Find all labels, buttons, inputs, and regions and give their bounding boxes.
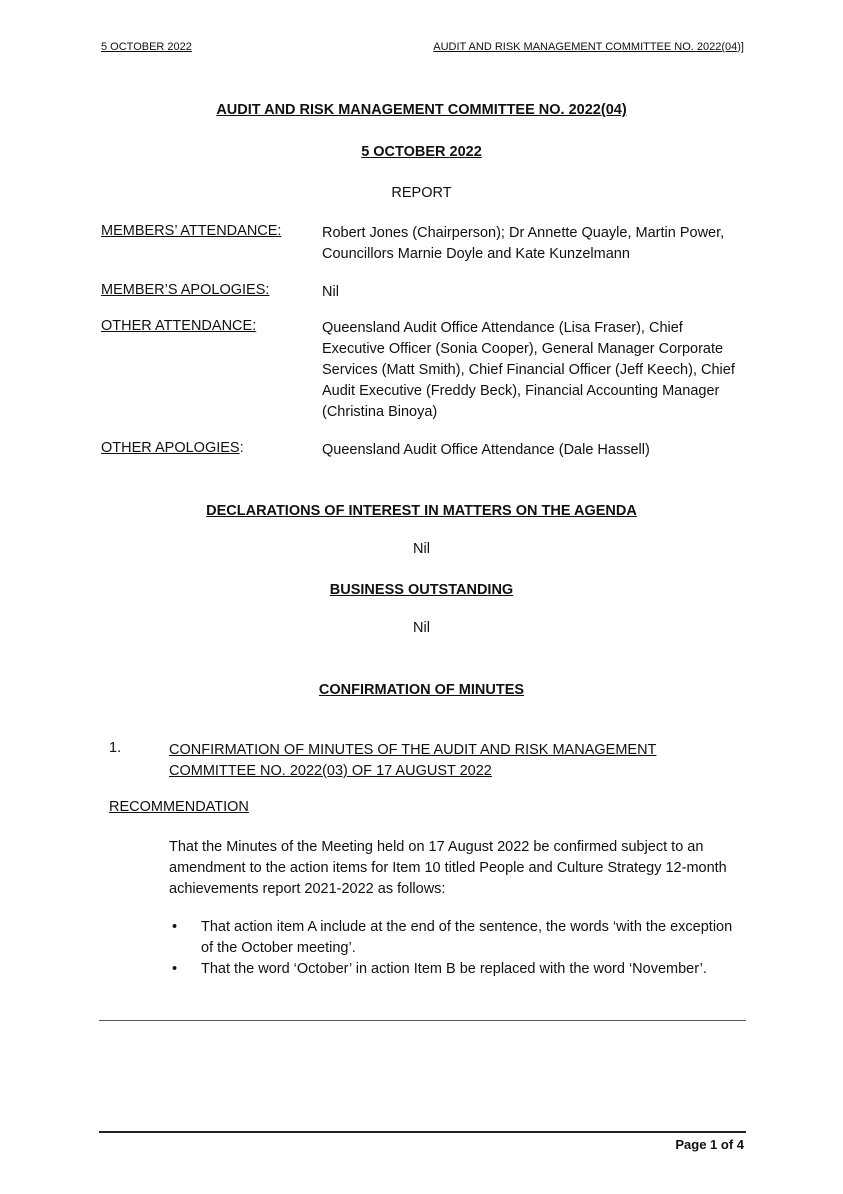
section-divider [99, 1020, 746, 1021]
list-item [169, 917, 744, 959]
recommendation-paragraph: That the Minutes of the Meeting held on 17 August 2022 be confirmed subject to an amendment to the action items for Item 10 titled People and Culture Strategy 12-month achievements report 2021-2022 as follows: [169, 839, 727, 897]
other-attendance-row [101, 318, 746, 424]
recommendation-label: RECOMMENDATION [109, 799, 249, 815]
document-date: 5 OCTOBER 2022 [361, 144, 482, 160]
declarations-heading: DECLARATIONS OF INTEREST IN MATTERS ON THE AGENDA [206, 503, 637, 519]
bullet-icon: • [172, 961, 178, 977]
bullet-text: That the word ‘October’ in action Item B be replaced with the word ‘November’. [201, 961, 707, 977]
confirmation-heading: CONFIRMATION OF MINUTES [318, 682, 525, 698]
member-apologies-row [101, 282, 746, 304]
business-outstanding-value: Nil [413, 620, 430, 636]
business-outstanding-heading: BUSINESS OUTSTANDING [329, 582, 514, 598]
header-date: 5 OCTOBER 2022 [101, 41, 192, 53]
list-item [169, 959, 744, 980]
member-apologies-label: MEMBER’S APOLOGIES: [101, 282, 270, 298]
members-attendance-value: Robert Jones (Chairperson); Dr Annette Quayle, Martin Power, Councillors Marnie Doyle and Kate Kunzelmann [322, 225, 725, 262]
other-apologies-value: Queensland Audit Office Attendance (Dale Hassell) [322, 442, 650, 458]
members-attendance-row [101, 223, 746, 267]
item-title: CONFIRMATION OF MINUTES OF THE AUDIT AND RISK MANAGEMENT COMMITTEE NO. 2022(03) OF 17 AUGUST 2022 [169, 742, 657, 779]
report-label: REPORT [391, 185, 452, 201]
other-apologies-row [101, 440, 746, 462]
declarations-value: Nil [413, 541, 430, 557]
member-apologies-value: Nil [322, 284, 339, 300]
other-apologies-label: OTHER APOLOGIES [101, 440, 240, 456]
members-attendance-label: MEMBERS’ ATTENDANCE: [101, 223, 282, 239]
bullet-text: That action item A include at the end of the sentence, the words ‘with the exception of the October meeting’. [201, 919, 733, 956]
footer-divider [99, 1131, 746, 1133]
item-number: 1. [109, 740, 122, 756]
other-apologies-label-wrap [101, 440, 244, 456]
other-attendance-value: Queensland Audit Office Attendance (Lisa Fraser), Chief Executive Officer (Sonia Cooper), General Manager Corporate Services (Matt Smith), Chief Financial Officer (Jeff Keech), Chief Audit Executive (Freddy Beck), Financial Accounting Manager (Christina Binoya) [322, 320, 735, 420]
header-committee: AUDIT AND RISK MANAGEMENT COMMITTEE NO. 2022(04)] [433, 41, 744, 53]
bullet-icon: • [172, 919, 178, 935]
document-title: AUDIT AND RISK MANAGEMENT COMMITTEE NO. 2022(04) [216, 102, 627, 118]
amendment-list [169, 917, 744, 980]
page-number: Page 1 of 4 [675, 1137, 744, 1152]
other-attendance-label: OTHER ATTENDANCE: [101, 318, 257, 334]
other-apologies-colon: : [239, 440, 244, 456]
